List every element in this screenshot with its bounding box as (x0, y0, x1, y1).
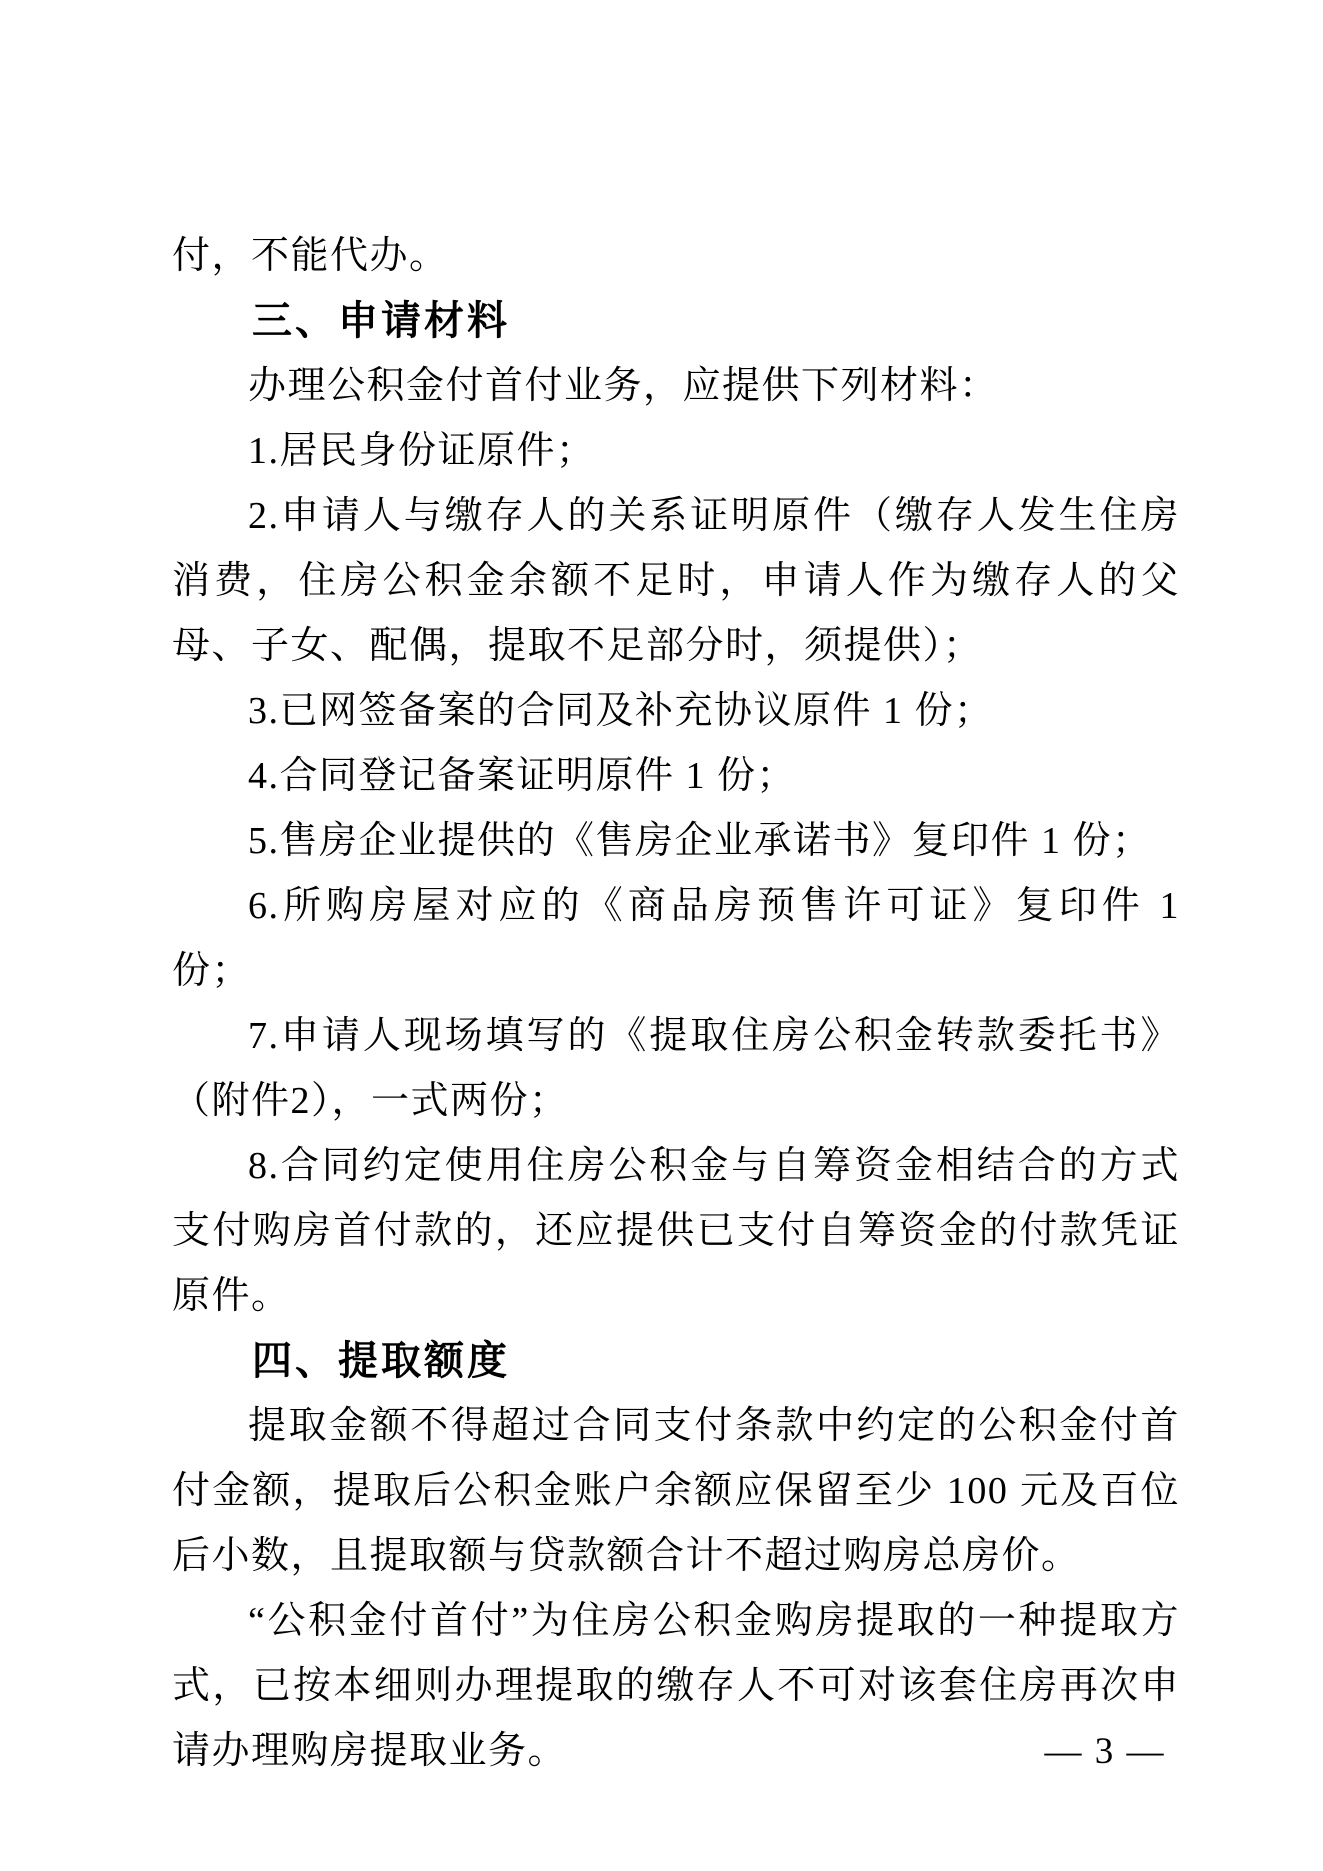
material-item-1: 1.居民身份证原件； (248, 430, 596, 472)
limit-paragraph: 提取金额不得超过合同支付条款中约定的公积金付首付金额，提取后公积金账户余额应保留至少 100 元及百位后小数，且提取额与贷款额合计不超过购房总房价。 (172, 1405, 1180, 1577)
material-item-4: 4.合同登记备案证明原件 1 份； (248, 755, 797, 797)
intro-text: 办理公积金付首付业务，应提供下列材料： (248, 365, 999, 407)
material-item-2: 2.申请人与缴存人的关系证明原件（缴存人发生住房消费，住房公积金余额不足时，申请人作为缴存人的父母、子女、配偶，提取不足部分时，须提供）； (172, 495, 1180, 667)
page-number: — 3 — (1044, 1731, 1166, 1772)
material-item-7: 7.申请人现场填写的《提取住房公积金转款委托书》（附件2），一式两份； (172, 1015, 1180, 1122)
material-item-6: 6.所购房屋对应的《商品房预售许可证》复印件 1 份； (172, 885, 1180, 992)
material-item-3: 3.已网签备案的合同及补充协议原件 1 份； (248, 690, 994, 732)
material-item-5: 5.售房企业提供的《售房企业承诺书》复印件 1 份； (248, 820, 1152, 862)
material-item-8: 8.合同约定使用住房公积金与自筹资金相结合的方式支付购房首付款的，还应提供已支付自筹资金的付款凭证原件。 (172, 1145, 1180, 1317)
section-heading-withdrawal-limit: 四、提取额度 (252, 1339, 510, 1383)
closing-paragraph: “公积金付首付”为住房公积金购房提取的一种提取方式，已按本细则办理提取的缴存人不可对该套住房再次申请办理购房提取业务。 (172, 1600, 1180, 1772)
continuation-text: 付，不能代办。 (172, 235, 449, 277)
section-heading-application-materials: 三、申请材料 (252, 299, 510, 343)
document-body (172, 224, 1180, 1784)
